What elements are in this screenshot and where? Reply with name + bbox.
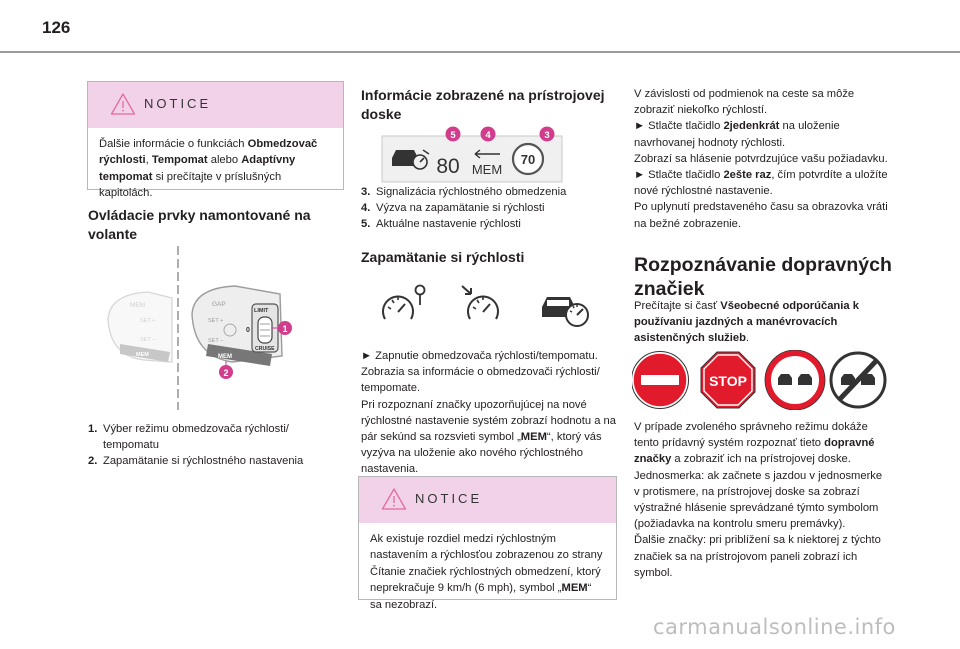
sign-recognition-paragraph: V prípade zvoleného správneho režimu dokáže tento prídavný systém rozpoznať tieto dopravné značky a zobraziť ich na prístrojovej doske. Jednosmerka: ak začnete s jazdou v jednosmerke v protismere, na prístrojovej doske sa zobrazí výstražné hlásenie sprevádzané týmto symbolom (požiadavka na kontrolu smeru premávky). Ďalšie značky: pri priblížení sa k niektorej z týchto značiek sa na prístrojovom paneli zobrazí ich symbol. (634, 421, 883, 579)
instrument-display-diagram (380, 124, 565, 184)
right-stalk (192, 286, 282, 366)
speed-memorize-steps: V závislosti od podmienok na ceste sa môže zobraziť niekoľko rýchlostí. ► Stlačte tlačidlo 2jedenkrát na uloženie navrhovanej hodnoty rýchlosti. Zobrazí sa hlásenie potvrdzujúce vašu požiadavku. ► Stlačte tlačidlo 2ešte raz, čím potvrdíte a uložíte nové rýchlostné nastavenie. Po uplynutí predstaveného času sa obrazovka vráti na bežné zobrazenie. (634, 88, 888, 230)
memorize-paragraph: ► Zapnutie obmedzovača rýchlosti/tempomatu. Zobrazia sa informácie o obmedzovači rýchlosti/ tempomate. Pri rozpoznaní značky upozorňujúcej na nové rýchlostné nastavenie systém zobrazí hodnotu a na pár sekúnd sa rozsvieti symbol „MEM“, ktorý vás vyzýva na uloženie ako nového rýchlostného nastavenia. (361, 350, 616, 476)
set-minus-label: SET – (208, 338, 224, 344)
notice-title: NOTICE (144, 96, 212, 111)
ghost-set-minus: SET – (140, 337, 156, 343)
steering-legend (88, 421, 338, 470)
notice-header (88, 82, 343, 128)
gap-label: GAP (212, 301, 226, 308)
traffic-signs (632, 350, 887, 410)
adaptive-cruise-icon (542, 297, 588, 326)
list-item: 1. Výber režimu obmedzovača rýchlosti/ tempomatu (88, 423, 289, 452)
callout-1-label: 1 (282, 324, 288, 334)
steering-controls-heading: Ovládacie prvky namontované na volante (88, 207, 311, 242)
stop-sign-icon (701, 352, 755, 408)
list-item: 3. Signalizácia rýchlostného obmedzenia (361, 186, 567, 198)
callout-3-label: 3 (544, 130, 550, 141)
list-item: 2. Zapamätanie si rýchlostného nastavenia (88, 455, 304, 468)
warning-triangle-icon (381, 487, 407, 511)
notice-text: Ďalšie informácie o funkciách Obmedzovač rýchlosti, Tempomat alebo Adaptívny tempomat si prečítajte v príslušných kapitolách. (99, 138, 318, 200)
end-no-overtaking-sign-icon (831, 353, 885, 407)
ghost-mem-label: MEM (130, 302, 146, 309)
notice-box (87, 81, 344, 200)
list-item: 5. Aktuálne nastavenie rýchlosti (361, 218, 521, 231)
no-entry-sign-icon (632, 352, 689, 409)
display-legend (361, 184, 611, 233)
cruise-control-icon (462, 286, 498, 319)
stop-sign-label: STOP (709, 373, 747, 389)
list-item: 4. Výzva na zapamätanie si rýchlosti (361, 202, 545, 215)
watermark: carmanualsonline.info (653, 615, 896, 639)
mem-indicator: MEM (471, 162, 503, 177)
page-number: 126 (42, 18, 71, 37)
memorize-heading: Zapamätanie si rýchlosti (361, 249, 525, 265)
left-stalk-ghost (108, 292, 172, 362)
notice-text: Ak existuje rozdiel medzi rýchlostným nastavením a rýchlosťou zobrazenou zo strany Čítanie značiek rýchlostných obmedzení, ktorý neprekračuje 9 km/h (6 mph), symbol „MEM“ sa nezobrazí. (370, 533, 603, 611)
callout-5-label: 5 (450, 130, 456, 141)
steering-controls-diagram (100, 244, 335, 414)
set-plus-label: SET + (208, 318, 224, 324)
ghost-set-plus: SET + (140, 318, 156, 324)
mem-button-label: MEM (218, 354, 232, 360)
display-info-heading: Informácie zobrazené na prístrojovej doske (361, 87, 605, 122)
sign-recognition-intro: Prečítajte si časť Všeobecné odporúčania k používaniu jazdných a manévrovacích asistenčných služieb. (634, 300, 859, 345)
notice-box (358, 476, 617, 611)
limit-label: LIMIT (254, 308, 269, 314)
speed-limiter-icon (383, 286, 425, 320)
no-overtaking-sign-icon (765, 350, 825, 410)
notice-header (359, 477, 616, 523)
sign-recognition-heading: Rozpoznávanie dopravných značiek (634, 254, 892, 300)
zero-label: 0 (246, 327, 250, 334)
callout-2-label: 2 (223, 368, 229, 378)
callout-4-label: 4 (485, 130, 491, 141)
warning-triangle-icon (110, 92, 136, 116)
memorize-icons (378, 281, 596, 331)
speed-value: 80 (436, 155, 460, 178)
notice-title: NOTICE (415, 491, 483, 506)
cruise-label: CRUISE (255, 346, 275, 352)
header-rule (0, 51, 960, 53)
speed-sign-value: 70 (520, 152, 536, 167)
ghost-mem-button: MEM (136, 352, 149, 358)
